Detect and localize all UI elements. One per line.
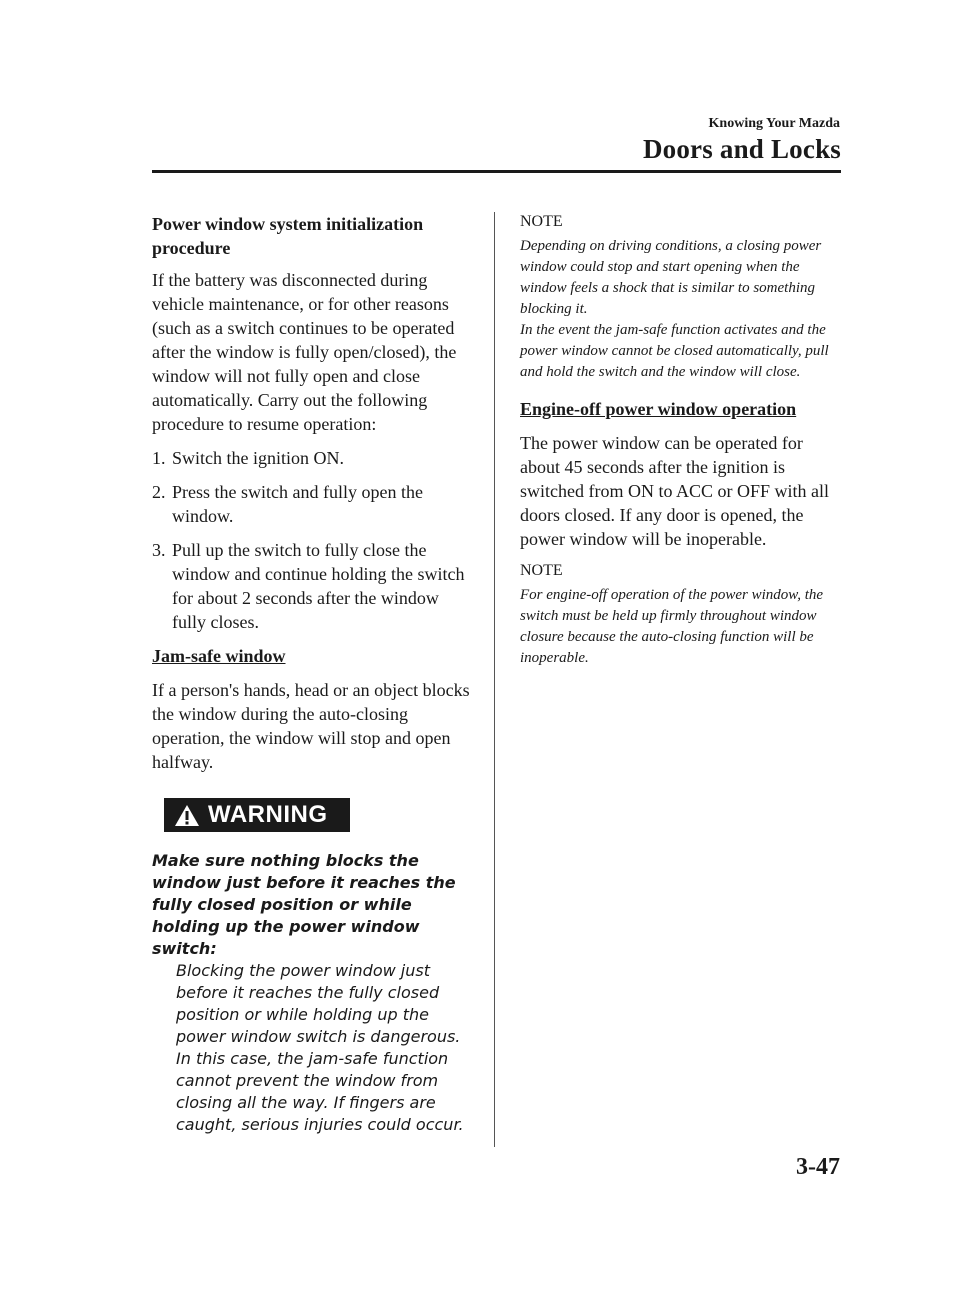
column-divider <box>494 212 495 1147</box>
right-column <box>520 212 842 683</box>
note-label: NOTE <box>520 213 563 230</box>
left-column <box>152 212 470 1136</box>
init-steps <box>152 446 470 634</box>
engine-off-title: Engine-off power window operation <box>520 399 797 419</box>
step-number: 1. <box>152 448 166 468</box>
chapter-title: Knowing Your Mazda <box>708 116 840 131</box>
note-text: Depending on driving conditions, a closing power window could stop and start opening when the window feels a shock that is similar to something blocking it. <box>520 238 822 317</box>
warning-badge <box>164 798 350 832</box>
step-2 <box>152 480 470 528</box>
step-number: 2. <box>152 482 166 502</box>
page-number: 3-47 <box>796 1154 840 1180</box>
note-label: NOTE <box>520 562 563 579</box>
jam-safe-text: If a person's hands, head or an object blocks the window during the auto-closing operation, the window will stop and open halfway. <box>152 680 470 772</box>
note-text: In the event the jam-safe function activates and the power window cannot be closed automatically, pull and hold the switch and the window will close. <box>520 322 829 380</box>
warning-body: Blocking the power window just before it reaches the fully closed position or while holding up the power window switch is dangerous. In this case, the jam-safe function cannot prevent the window from closing all the way. If fingers are caught, serious injuries could occur. <box>176 961 464 1134</box>
step-3 <box>152 538 470 634</box>
step-text: Press the switch and fully open the window. <box>172 482 423 526</box>
header-rule <box>152 170 841 173</box>
init-heading: Power window system initialization procedure <box>152 214 424 258</box>
step-text: Switch the ignition ON. <box>172 448 344 468</box>
init-intro: If the battery was disconnected during vehicle maintenance, or for other reasons (such as a switch continues to be operated after the window is fully open/closed), the window will not fully open and close automatically. Carry out the following procedure to resume operation: <box>152 270 457 434</box>
warning-triangle-icon <box>174 804 200 827</box>
warning-label: WARNING <box>208 801 328 828</box>
step-number: 3. <box>152 540 166 560</box>
step-text: Pull up the switch to fully close the window and continue holding the switch for about 2 seconds after the window fully closes. <box>172 540 465 632</box>
jam-safe-title: Jam-safe window <box>152 646 286 666</box>
note-text: For engine-off operation of the power window, the switch must be held up firmly throughout window closure because the auto-closing function will be inoperable. <box>520 587 824 666</box>
warning-lead: Make sure nothing blocks the window just before it reaches the fully closed position or while holding up the power window switch: <box>152 851 456 958</box>
engine-off-text: The power window can be operated for about 45 seconds after the ignition is switched from ON to ACC or OFF with all doors closed. If any door is opened, the power window will be inoperable. <box>520 433 829 549</box>
section-title: Doors and Locks <box>642 134 841 164</box>
step-1 <box>152 446 470 470</box>
